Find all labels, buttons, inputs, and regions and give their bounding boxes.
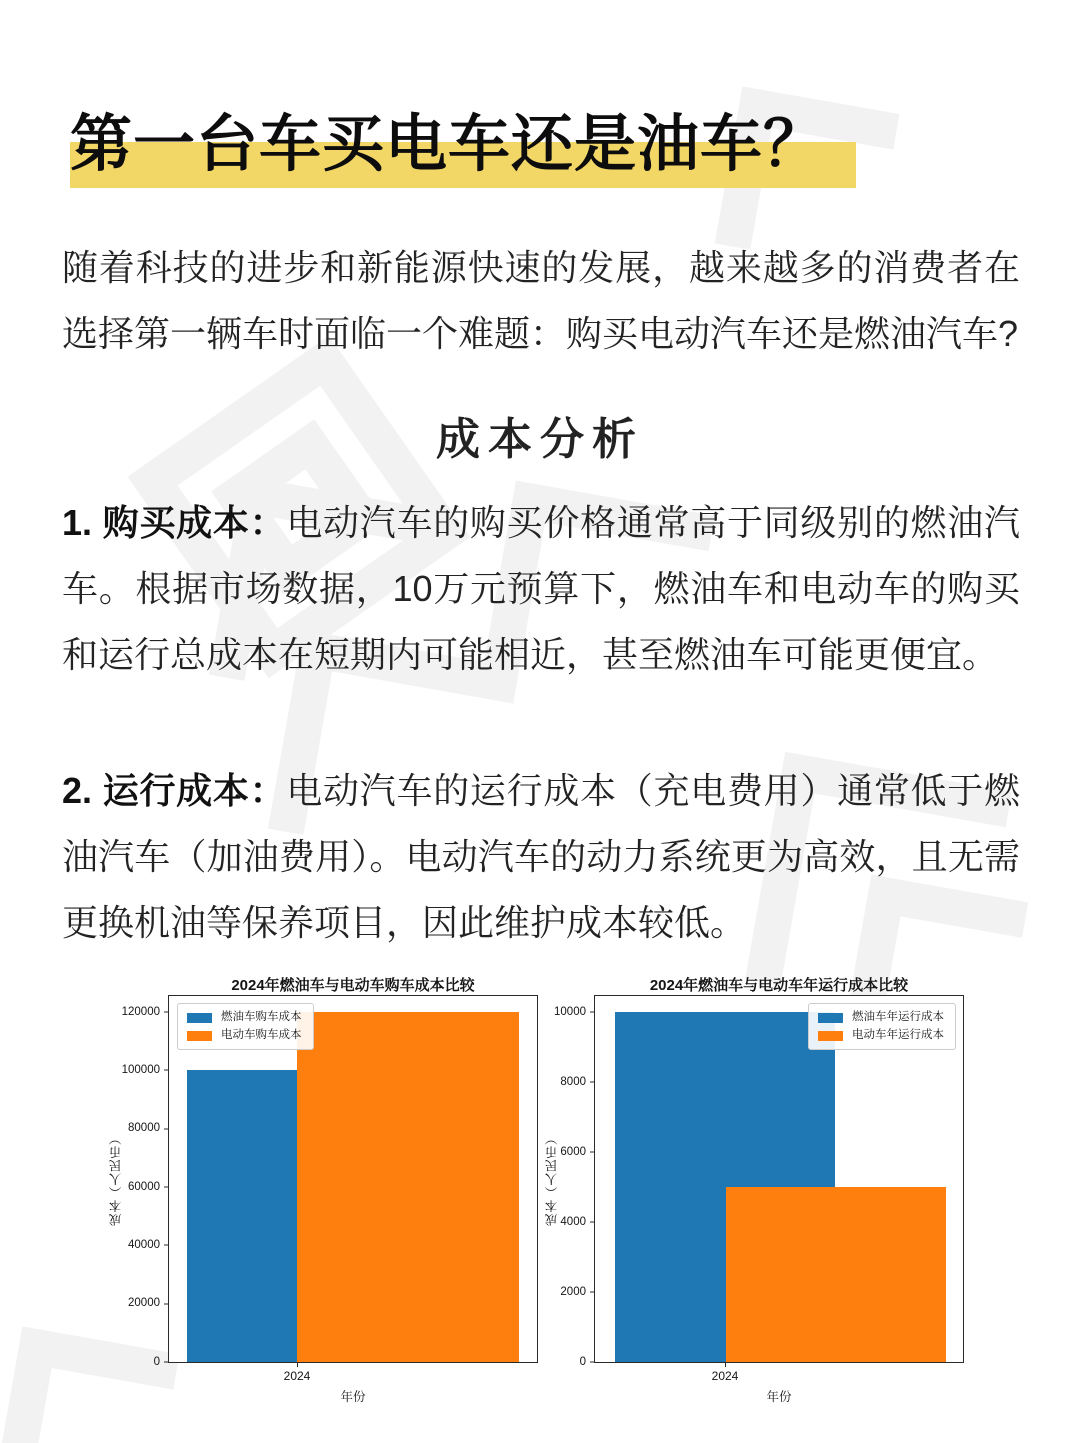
bar-series-1 (297, 1012, 519, 1362)
legend-entry (818, 1011, 944, 1024)
x-axis-label: 年份 (340, 1390, 366, 1404)
point-1-label: 1. 购买成本： (62, 502, 287, 543)
chart-purchase-cost (78, 962, 543, 1440)
y-axis-label: 成本（人民币） (545, 1131, 559, 1227)
legend (177, 1003, 314, 1050)
y-tick-mark (590, 1222, 595, 1223)
y-tick-mark (590, 1012, 595, 1013)
y-tick-label: 8000 (560, 1075, 586, 1088)
point-2-label: 2. 运行成本： (62, 770, 287, 811)
y-tick-mark (590, 1292, 595, 1293)
x-axis-label: 年份 (766, 1390, 792, 1404)
legend-swatch (818, 1013, 843, 1023)
y-tick-mark (590, 1082, 595, 1083)
legend (808, 1003, 956, 1050)
chart-running-cost (541, 962, 1006, 1440)
plot-area (121, 995, 538, 1368)
y-tick-label: 80000 (128, 1121, 160, 1134)
page-title-text: 第一台车买电车还是油车？ (70, 110, 827, 179)
legend-label: 燃油车购车成本 (221, 1011, 302, 1023)
y-tick-mark (164, 1128, 169, 1129)
legend-entry (818, 1029, 944, 1042)
plot-area (554, 995, 964, 1368)
legend-entry (187, 1011, 302, 1024)
legend-label: 电动车年运行成本 (852, 1029, 944, 1042)
y-tick-label: 100000 (121, 1063, 160, 1076)
point-2-text: 电动汽车的运行成本（充电费用）通常低于燃油汽车（加油费用）。电动汽车的动力系统更为高效，且无需更换机油等保养项目，因此维护成本较低。 (62, 770, 1020, 943)
legend-swatch (187, 1013, 212, 1023)
x-tick-mark (725, 1362, 726, 1367)
bar-series-1 (726, 1187, 946, 1362)
legend-label: 燃油车年运行成本 (852, 1011, 944, 1023)
chart-title: 2024年燃油车与电动车购车成本比较 (231, 977, 475, 994)
y-tick-label: 0 (579, 1355, 586, 1368)
legend-label: 电动车购车成本 (221, 1029, 302, 1042)
y-tick-mark (164, 1012, 169, 1013)
y-tick-label: 120000 (121, 1005, 160, 1018)
x-tick-mark (297, 1362, 298, 1367)
intro-paragraph: 随着科技的进步和新能源快速的发展，越来越多的消费者在选择第一辆车时面临一个难题：购买电动汽车还是燃油汽车? (62, 247, 1020, 354)
x-tick-label: 2024 (283, 1369, 311, 1383)
legend-swatch (818, 1031, 843, 1041)
y-tick-label: 0 (153, 1355, 160, 1368)
y-tick-mark (590, 1362, 595, 1363)
point-1-paragraph (62, 490, 1020, 688)
y-tick-mark (590, 1152, 595, 1153)
legend-entry (187, 1029, 302, 1042)
point-2-paragraph (62, 758, 1020, 956)
legend-swatch (187, 1031, 212, 1041)
y-tick-label: 40000 (128, 1238, 160, 1251)
section-header: 成本分析 (436, 415, 644, 464)
y-tick-mark (164, 1303, 169, 1304)
y-tick-label: 10000 (554, 1005, 586, 1018)
y-tick-label: 6000 (560, 1145, 586, 1158)
y-tick-label: 20000 (128, 1296, 160, 1309)
y-tick-mark (164, 1362, 169, 1363)
y-tick-label: 2000 (560, 1285, 586, 1298)
point-1-text: 电动汽车的购买价格通常高于同级别的燃油汽车。根据市场数据，10万元预算下，燃油车和电动车的购买和运行总成本在短期内可能相近，甚至燃油车可能更便宜。 (62, 502, 1020, 675)
x-tick-label: 2024 (711, 1369, 739, 1383)
y-axis-label: 成本（人民币） (109, 1131, 123, 1227)
y-tick-label: 60000 (128, 1180, 160, 1193)
y-tick-mark (164, 1245, 169, 1246)
page-title (70, 112, 826, 178)
y-tick-mark (164, 1070, 169, 1071)
y-tick-label: 4000 (560, 1215, 586, 1228)
y-tick-mark (164, 1187, 169, 1188)
bar-series-0 (187, 1070, 297, 1362)
chart-title: 2024年燃油车与电动车年运行成本比较 (649, 977, 909, 994)
